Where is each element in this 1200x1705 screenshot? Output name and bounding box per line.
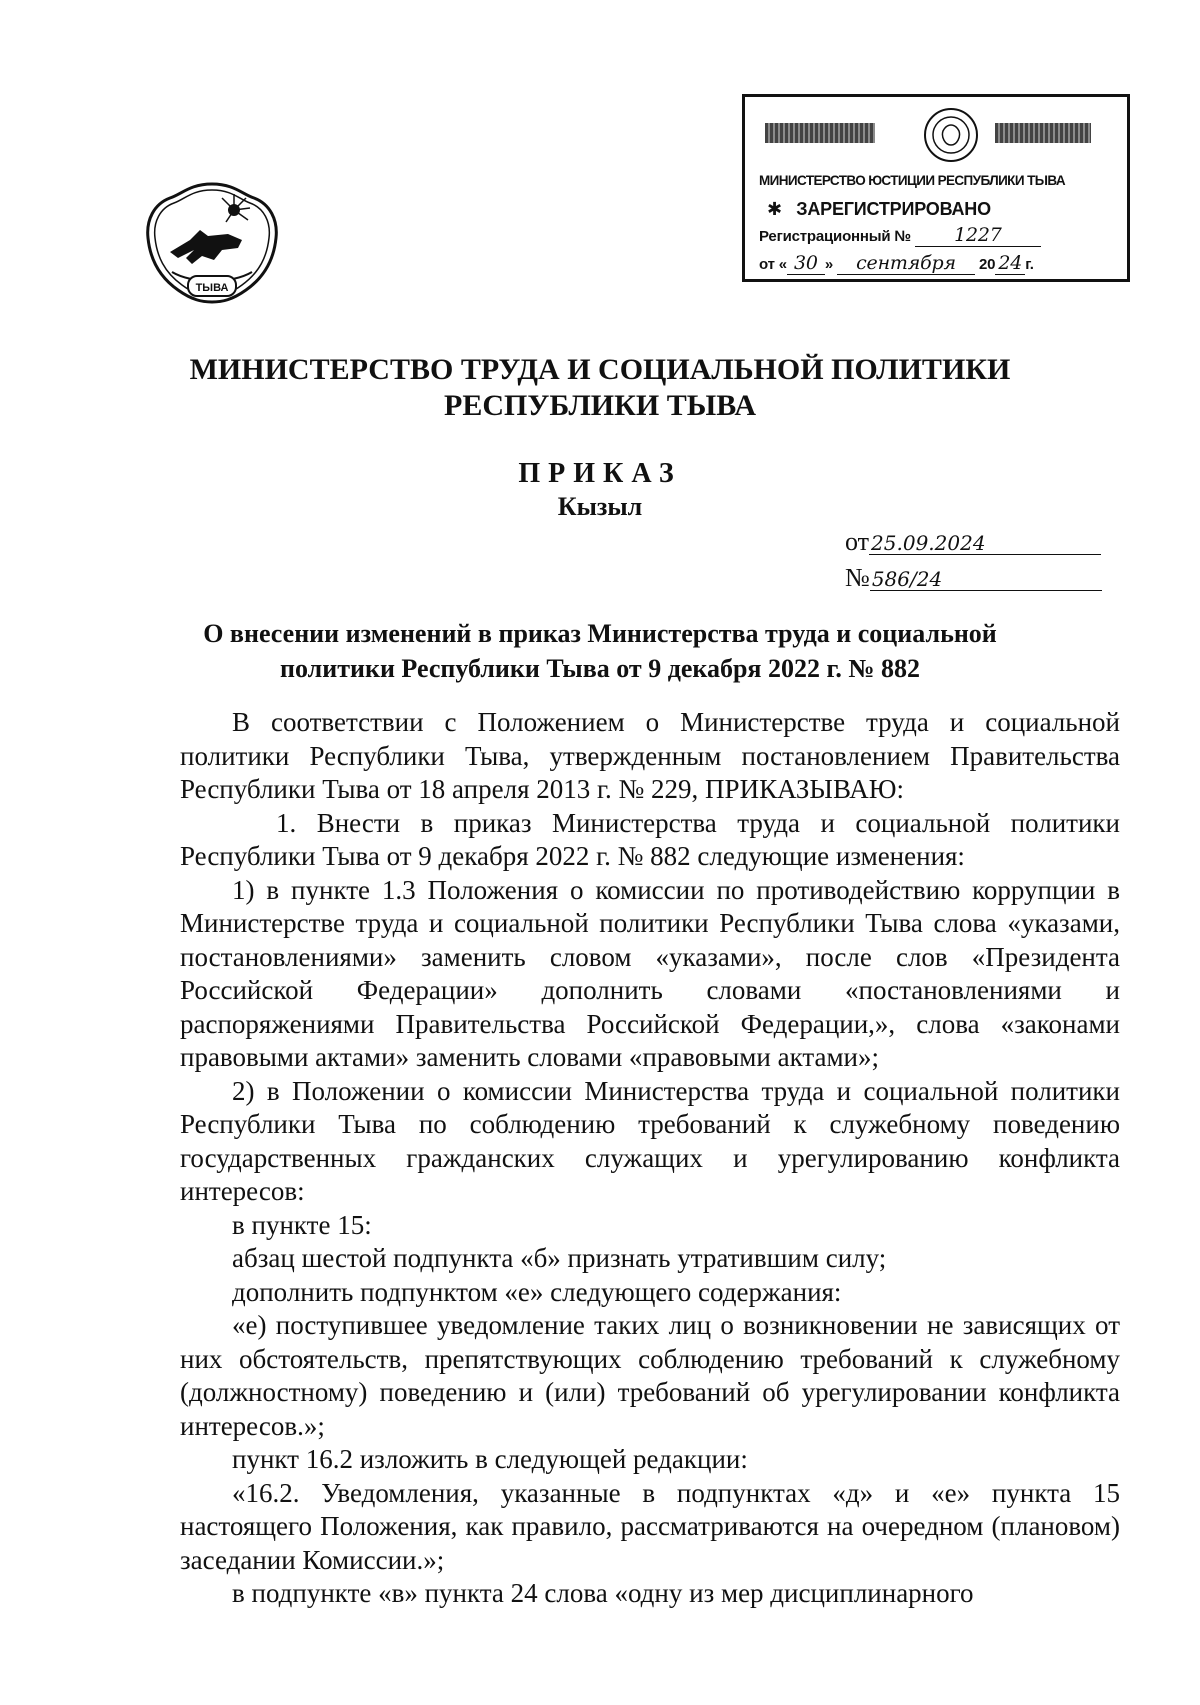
stamp-date-line — [759, 251, 1117, 279]
body-paragraph: в подпункте «в» пункта 24 слова «одну из мер дисциплинарного — [232, 1578, 974, 1608]
document-city: Кызыл — [557, 492, 643, 521]
stamp-year-prefix: 20 — [978, 256, 996, 273]
order-number-label: № — [845, 563, 870, 592]
body-paragraph: абзац шестой подпункта «б» признать утратившим силу; — [232, 1243, 887, 1273]
body-paragraph: 2) в Положении о комиссии Министерства труда и социальной политики Республики Тыва по соблюдению требований к служебному поведению государственных гражданских служащих и урегулированию конфликта интересов: — [180, 1075, 1120, 1206]
order-date-label: от — [845, 527, 870, 556]
body-paragraph: пункт 16.2 изложить в следующей редакции: — [232, 1444, 748, 1474]
order-date-value: 25.09.2024 — [869, 532, 1101, 555]
body-paragraph: «е) поступившее уведомление таких лиц о возникновении не зависящих от них обстоятельств, препятствующих соблюдению требований к служебному (должностному) поведению и (или) требований об урегулировании конфликта интересов.»; — [180, 1310, 1120, 1441]
body-paragraph: В соответствии с Положением о Министерстве труда и социальной политики Республики Тыва, утвержденным постановлением Правительства Республики Тыва от 18 апреля 2013 г. № 229, ПРИКАЗЫВАЮ: — [180, 707, 1120, 804]
ministry-title-line1: МИНИСТЕРСТВО ТРУДА И СОЦИАЛЬНОЙ ПОЛИТИКИ — [189, 353, 1011, 386]
document-type: ПРИКАЗ — [518, 458, 682, 489]
stamp-top — [759, 105, 1117, 167]
stamp-date-mid: » — [824, 256, 834, 273]
emblem-label: ТЫВА — [195, 282, 229, 294]
stamp-date-day: 30 — [787, 252, 825, 275]
body-paragraph: «16.2. Уведомления, указанные в подпунктах «д» и «е» пункта 15 настоящего Положения, как правило, рассматриваются на очередном (плановом) заседании Комиссии.»; — [180, 1477, 1120, 1575]
stamp-reg-number: 1227 — [915, 224, 1041, 247]
stamp-blot-left — [765, 123, 875, 143]
stamp-status: ✱ ЗАРЕГИСТРИРОВАНО — [767, 199, 991, 219]
order-meta — [845, 524, 1102, 596]
stamp-seal-icon — [921, 105, 981, 165]
body-paragraph: 1. Внести в приказ Министерства труда и социальной политики Республики Тыва от 9 декабря 2022 г. № 882 следующие изменения: — [180, 807, 1120, 871]
order-subject — [0, 616, 1200, 686]
order-subject-line1: О внесении изменений в приказ Министерства труда и социальной — [203, 619, 997, 648]
body-paragraph: в пункте 15: — [232, 1209, 372, 1240]
ministry-title-line2: РЕСПУБЛИКИ ТЫВА — [444, 389, 756, 422]
ministry-title — [0, 352, 1200, 424]
tuva-emblem-icon — [142, 180, 282, 305]
order-date-line — [845, 524, 1102, 560]
order-subject-line2: политики Республики Тыва от 9 декабря 2022 г. № 882 — [280, 654, 920, 683]
stamp-reg-number-line — [759, 223, 1117, 251]
stamp-reg-label: Регистрационный № — [759, 228, 911, 245]
stamp-date-month: сентября — [837, 252, 975, 275]
stamp-date-prefix: от « — [759, 256, 787, 273]
body-paragraph: дополнить подпунктом «е» следующего содержания: — [232, 1276, 842, 1307]
stamp-status-text: ЗАРЕГИСТРИРОВАНО — [796, 199, 991, 219]
body-paragraph: 1) в пункте 1.3 Положения о комиссии по противодействию коррупции в Министерстве труда и социальной политики Республики Тыва слова «указами, постановлениями» заменить словом «указами», после слов «Президента Российской Федерации» дополнить словами «постановлениями и распоряжениями Правительства Российской Федерации,», слова «законами правовыми актами» заменить словами «правовыми актами»; — [180, 874, 1120, 1072]
stamp-year-suffix: 24 — [995, 252, 1025, 275]
order-number-line — [845, 560, 1102, 596]
order-number-value: 586/24 — [870, 568, 1102, 591]
stamp-blot-right — [995, 123, 1091, 143]
stamp-ministry: МИНИСТЕРСТВО ЮСТИЦИИ РЕСПУБЛИКИ ТЫВА — [759, 173, 1065, 188]
stamp-year-end: г. — [1025, 256, 1034, 273]
order-body — [180, 706, 1120, 1611]
registration-stamp — [742, 94, 1130, 282]
